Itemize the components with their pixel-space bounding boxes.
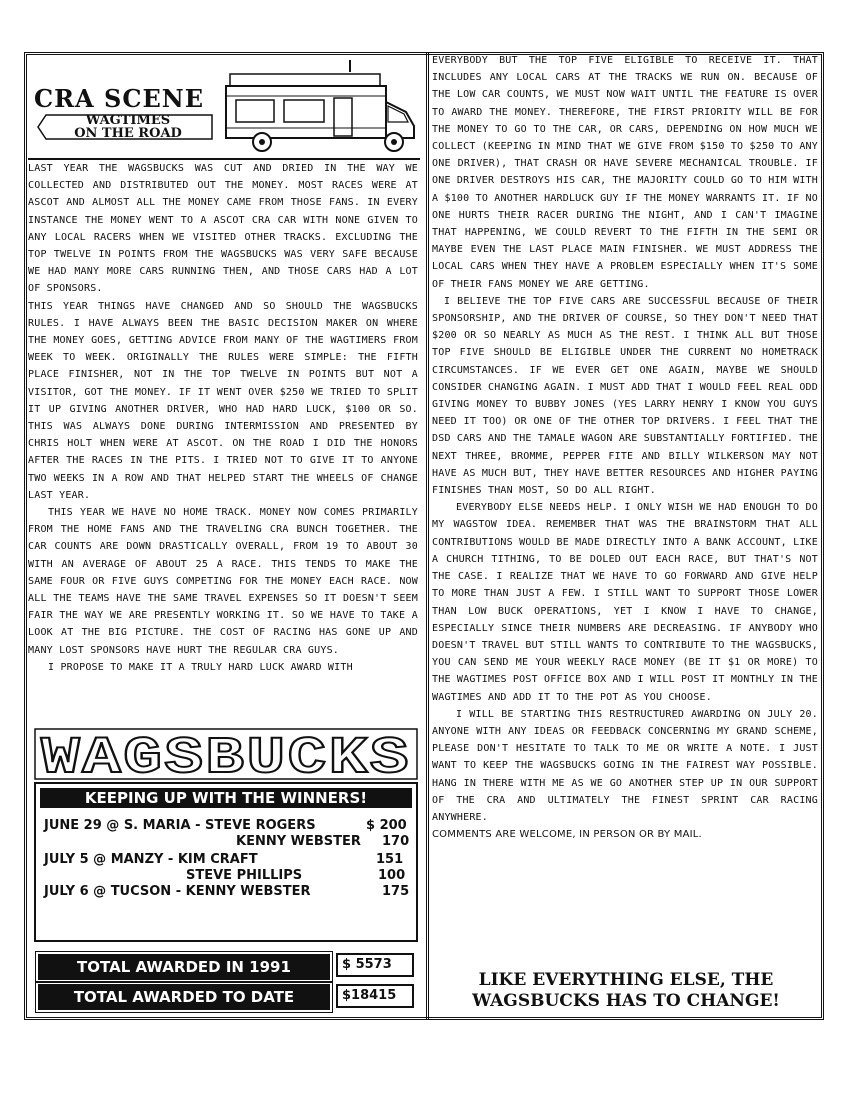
- winner-4-amount: 100: [378, 868, 406, 883]
- right-paragraph-4: I WILL BE STARTING THIS RESTRUCTURED AWARDING ON JULY 20. ANYONE WITH ANY IDEAS OR FEEDBACK CONCERNING MY GRAND SCHEME, PLEASE DON'T HESITATE TO TALK TO ME OR WRITE A NOTE. I JUST WANT TO KEEP THE WAGSBUCKS GOING IN THE FAIREST WAY POSSIBLE. HANG IN THERE WITH ME AS WE GO ANOTHER STEP UP IN OUR SUPPORT OF THE CRA AND ULTIMATELY THE FINEST SPRINT CAR RACING ANYWHERE.: [432, 708, 818, 823]
- column-divider: [426, 52, 429, 1020]
- left-paragraph-4: I PROPOSE TO MAKE IT A TRULY HARD LUCK AWARD WITH: [48, 661, 353, 673]
- header-subtitle-banner: [34, 114, 214, 140]
- left-paragraph-3: THIS YEAR WE HAVE NO HOME TRACK. MONEY NOW COMES PRIMARILY FROM THE HOME FANS AND THE TRAVELING CRA BUNCH TOGETHER. THE CAR COUNTS ARE DOWN DRASTICALLY OVERALL, FROM 19 TO ABOUT 30 WITH AN AVERAGE OF ABOUT 25 A RACE. THIS TENDS TO MAKE THE SAME FOUR OR FIVE GUYS COMPETING FOR THE MONEY EACH RACE. NOW ALL THE TEAMS HAVE THE SAME TRAVEL EXPENSES SO IT DOESN'T SEEM FAIR THE WAY WE ARE PRESENTLY WORKING IT. SO WE HAVE TO TAKE A LOOK AT THE BIG PICTURE. THE COST OF RACING HAS GONE UP AND MANY LOST SPONSORS HAVE HURT THE REGULAR CRA GUYS.: [28, 507, 418, 656]
- header-title: CRA SCENE: [34, 84, 204, 113]
- header-subtitle-line2: ON THE ROAD: [74, 126, 182, 141]
- left-paragraph-1: LAST YEAR THE WAGSBUCKS WAS CUT AND DRIED IN THE WAY WE COLLECTED AND DISTRIBUTED OUT THE MONEY. MOST RACES WERE AT ASCOT AND ALMOST ALL THE MONEY CAME FROM THOSE FANS. IN EVERY INSTANCE THE MONEY WENT TO A ASCOT CRA CAR WITH NONE GIVEN TO ANY LOCAL RACERS WHEN WE VISITED OTHER TRACKS. EXCLUDING THE TOP TWELVE IN POINTS FROM THE WAGSBUCKS WAS VERY SAFE BECAUSE WE HAD MANY MORE CARS RUNNING THEN, AND THOSE CARS HAD A LOT OF SPONSORS.: [28, 163, 418, 295]
- winner-5-amount: 175: [382, 884, 410, 899]
- winner-2-amount: 170: [382, 834, 410, 849]
- right-paragraph-3: EVERYBODY ELSE NEEDS HELP. I ONLY WISH WE HAD ENOUGH TO DO MY WAGSTOW IDEA. REMEMBER THAT WAS THE BRAINSTORM THAT ALL CONTRIBUTIONS WOULD BE MADE DIRECTLY INTO A BANK ACCOUNT, LIKE A CHURCH TITHING, TO BE DOLED OUT EACH RACE, BUT THAT'S NOT THE CASE. I REALIZE THAT WE HAVE TO GO FORWARD AND GIVE HELP TO MORE THAN JUST A FEW. I STILL WANT TO SUPPORT THOSE LOWER THAN LOW BUCK OPERATIONS, YET I KNOW I HAVE TO CHANGE, ESPECIALLY SINCE THEIR NUMBERS ARE DECREASING. IF ANYBODY WHO DOESN'T TRAVEL BUT STILL WANTS TO CONTRIBUTE TO THE WAGSBUCKS, YOU CAN SEND ME YOUR WEEKLY RACE MONEY (BE IT $1 OR MORE) TO THE WAGTIMES POST OFFICE BOX AND I WILL POST IT MONTHLY IN THE WAGTIMES AND ADD IT TO THE POT AS YOU CHOOSE.: [432, 502, 818, 703]
- wagsbucks-logo: [34, 728, 418, 780]
- winner-5-event: JULY 6 @ TUCSON - KENNY WEBSTER: [44, 884, 311, 899]
- closing-line-2: WAGSBUCKS HAS TO CHANGE!: [472, 991, 780, 1011]
- total-1991-value: $ 5573: [336, 953, 414, 977]
- right-paragraph-5: COMMENTS ARE WELCOME, IN PERSON OR BY MAIL.: [432, 829, 702, 841]
- winner-1-event: JUNE 29 @ S. MARIA - STEVE ROGERS: [44, 818, 316, 833]
- closing-line-1: LIKE EVERYTHING ELSE, THE: [478, 970, 774, 990]
- winner-4-event: STEVE PHILLIPS: [186, 868, 303, 883]
- total-1991-label: TOTAL AWARDED IN 1991: [38, 954, 330, 980]
- motorhome-illustration: [222, 56, 418, 158]
- total-to-date-value: $18415: [336, 984, 414, 1008]
- winner-3-amount: 151: [376, 852, 404, 867]
- wagsbucks-logo-text: WAGSBUCKS: [41, 729, 411, 780]
- winner-1-amount: $ 200: [366, 818, 407, 833]
- closing-statement: [436, 970, 816, 1012]
- header-subtitle-line1: WAGTIMES: [85, 113, 171, 128]
- winners-box: [34, 782, 418, 942]
- cra-scene-header: [28, 56, 420, 160]
- left-paragraph-2: THIS YEAR THINGS HAVE CHANGED AND SO SHOULD THE WAGSBUCKS RULES. I HAVE ALWAYS BEEN THE BASIC DECISION MAKER ON WHERE THE MONEY GOES, GETTING ADVICE FROM MANY OF THE WAGTIMERS FROM WEEK TO WEEK. ORIGINALLY THE RULES WERE SIMPLE: THE FIFTH PLACE FINISHER, NOT IN THE TOP TWELVE IN POINTS BUT NOT A VISITOR, GOT THE MONEY. IF IT WENT OVER $250 WE TRIED TO SPLIT IT UP GIVING ANOTHER DRIVER, WHO HAD HARD LUCK, $100 OR SO. THIS WAS ALWAYS DONE DURING INTERMISSION AND PRESENTED BY CHRIS HOLT WHEN WERE AT ASCOT. ON THE ROAD I DID THE HONORS AFTER THE RACES IN THE PITS. I TRIED NOT TO GIVE IT TO ANYONE TWO WEEKS IN A ROW AND THAT HELPED START THE WHEELS OF CHANGE LAST YEAR.: [28, 300, 418, 501]
- left-column-text: [28, 160, 418, 676]
- winner-3-event: JULY 5 @ MANZY - KIM CRAFT: [44, 852, 258, 867]
- total-to-date-label: TOTAL AWARDED TO DATE: [38, 984, 330, 1010]
- right-paragraph-2: I BELIEVE THE TOP FIVE CARS ARE SUCCESSFUL BECAUSE OF THEIR SPONSORSHIP, AND THE DRIVER OF COURSE, SO THEY DON'T NEED THAT $200 OR SO NEARLY AS MUCH AS THE REST. I THINK ALL BUT THOSE TOP FIVE SHOULD BE ELIGIBLE UNDER THE CURRENT NO HOMETRACK CIRCUMSTANCES. IF WE EVER GET ONE AGAIN, MAYBE WE SHOULD CONSIDER CHANGING AGAIN. I MUST ADD THAT I WOULD FEEL REAL ODD GIVING MONEY TO BUBBY JONES (YES LARRY HENRY I KNOW YOU GUYS NEED IT TOO) OR ONE OF THE OTHER TOP DRIVERS. I FEEL THAT THE DSD CARS AND THE TAMALE WAGON ARE SUBSTANTIALLY FORTIFIED. THE NEXT THREE, BROMME, PEPPER FITE AND BILLY WILKERSON MAY NOT HAVE AS MUCH BUT, THEY HAVE BETTER RESOURCES AND HIGHER PAYING FINISHES THAN MOST, SO DO ALL RIGHT.: [432, 295, 818, 497]
- right-column-text: [432, 52, 818, 843]
- right-paragraph-1: EVERYBODY BUT THE TOP FIVE ELIGIBLE TO RECEIVE IT. THAT INCLUDES ANY LOCAL CARS AT THE TRACKS WE RUN ON. BECAUSE OF THE LOW CAR COUNTS, WE MUST NOW WAIT UNTIL THE FEATURE IS OVER TO AWARD THE MONEY. THEREFORE, THE FIRST PRIORITY WILL BE FOR THE MONEY TO GO TO THE CAR, OR CARS, DEPENDING ON HOW MUCH WE COLLECT (KEEPING IN MIND THAT WE GIVE FROM $150 TO $250 TO ANY ONE DRIVER), THAT CRASH OR HAVE SEVERE MECHANICAL TROUBLE. IF ONE DRIVER DESTROYS HIS CAR, THE MAJORITY COULD GO TO HIM WITH A $100 TO ANOTHER HARDLUCK GUY IF THE MONEY WARRANTS IT. IF NO ONE HURTS THEIR RACER DURING THE NIGHT, AND I CAN'T IMAGINE THAT HAPPENING, WE COULD REVERT TO THE FIFTH IN THE SEMI OR MAYBE EVEN THE LAST PLACE MAIN FINISHER. WE MUST ADDRESS THE LOCAL CARS WHEN THEY HAVE A PROBLEM ESPECIALLY WHEN IT'S SOME OF THEIR FANS MONEY WE ARE GETTING.: [432, 55, 818, 290]
- winners-banner: KEEPING UP WITH THE WINNERS!: [40, 788, 412, 808]
- winner-2-event: KENNY WEBSTER: [236, 834, 361, 849]
